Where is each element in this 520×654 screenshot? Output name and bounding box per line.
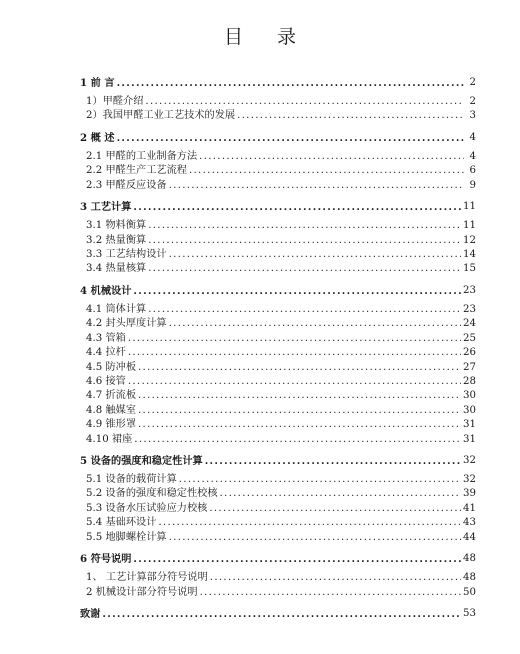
dot-leader (138, 389, 461, 403)
toc-entry-label: 4.9 锥形罩 (86, 419, 137, 431)
toc-section-entry[interactable] (80, 332, 476, 346)
toc-entry-page-number: 48 (463, 553, 476, 565)
toc-entry-page-number: 53 (463, 608, 476, 620)
toc-entry-label: 5 设备的强度和稳定性计算 (80, 455, 203, 468)
toc-entry-page-number: 30 (463, 390, 476, 402)
dot-leader (210, 571, 461, 585)
toc-entry-label: 2 机械设计部分符号说明 (86, 586, 198, 598)
toc-section-entry[interactable] (80, 95, 476, 109)
toc-entry-label: 4.7 折流板 (86, 390, 137, 402)
dot-leader (148, 234, 461, 248)
toc-entry-label: 4.8 触媒室 (86, 404, 137, 416)
toc-entry-label: 3.4 热量核算 (86, 263, 147, 275)
toc-section-entry[interactable] (80, 502, 476, 516)
toc-chapter-entry[interactable] (80, 131, 476, 145)
toc-entry-label: 4 机械设计 (80, 285, 132, 298)
toc-entry-label: 5.5 地脚螺栓计算 (86, 531, 167, 543)
toc-entry-page-number: 26 (463, 347, 476, 359)
dot-leader (169, 248, 461, 262)
toc-entry-page-number: 30 (463, 404, 476, 416)
dot-leader (199, 150, 464, 164)
dot-leader (189, 164, 464, 178)
toc-entry-label: 4.3 管箱 (86, 332, 126, 344)
toc-entry-label: 6 符号说明 (80, 553, 132, 566)
toc-entry-page-number: 3 (469, 110, 476, 122)
toc-section-entry[interactable] (80, 262, 476, 276)
dot-leader (169, 317, 461, 331)
toc-entry-page-number: 50 (463, 586, 476, 598)
toc-entry-label: 4.2 封头厚度计算 (86, 318, 167, 330)
toc-section-entry[interactable] (80, 346, 476, 360)
toc-entry-page-number: 15 (463, 263, 476, 275)
toc-entry-label: 4.1 筒体计算 (86, 304, 147, 315)
dot-leader (158, 516, 461, 530)
toc-section-entry[interactable] (80, 571, 476, 585)
dot-leader (237, 109, 464, 123)
toc-section-entry[interactable] (80, 418, 476, 432)
toc-entry-page-number: 32 (463, 455, 476, 467)
toc-entry-label: 5.3 设备水压试验应力校核 (86, 502, 208, 514)
toc-entry-label: 1、 工艺计算部分符号说明 (86, 572, 208, 584)
toc-section-entry[interactable] (80, 531, 476, 545)
dot-leader (117, 131, 464, 145)
toc-section-entry[interactable] (80, 433, 476, 447)
toc-entry-page-number: 4 (469, 131, 476, 143)
toc-entry-page-number: 28 (463, 375, 476, 387)
toc-section-entry[interactable] (80, 164, 476, 178)
toc-entry-page-number: 11 (463, 201, 476, 213)
toc-chapter-entry[interactable] (80, 454, 476, 468)
toc-section-entry[interactable] (80, 389, 476, 403)
dot-leader (148, 219, 461, 233)
dot-leader (138, 361, 461, 375)
toc-section-entry[interactable] (80, 375, 476, 389)
toc-entry-label: 4.6 接管 (86, 375, 126, 387)
toc-entry-label: 2.2 甲醛生产工艺流程 (86, 165, 187, 177)
toc-entry-label: 3.3 工艺结构设计 (86, 249, 167, 261)
toc-entry-label: 3.1 物料衡算 (86, 220, 147, 232)
dot-leader (205, 454, 461, 468)
toc-entry-page-number: 12 (463, 234, 476, 246)
toc-entry-page-number: 32 (463, 474, 476, 486)
toc-entry-page-number: 23 (463, 304, 476, 315)
page-title: 目 录 (223, 26, 311, 48)
toc-section-entry[interactable] (80, 586, 476, 600)
dot-leader (102, 607, 461, 621)
toc-entry-page-number: 43 (463, 517, 476, 529)
toc-entry-page-number: 25 (463, 332, 476, 344)
toc-chapter-entry[interactable] (80, 552, 476, 566)
toc-entry-page-number: 48 (463, 572, 476, 584)
toc-entry-page-number: 23 (463, 285, 476, 297)
toc-entry-page-number: 4 (469, 150, 476, 162)
toc-entry-label: 1）甲醛介绍 (86, 95, 144, 107)
toc-entry-page-number: 31 (463, 419, 476, 431)
dot-leader (128, 346, 461, 360)
toc-entry-label: 2.1 甲醛的工业制备方法 (86, 150, 198, 162)
toc-section-entry[interactable] (80, 109, 476, 123)
table-of-contents (80, 76, 476, 626)
toc-section-entry[interactable] (80, 516, 476, 530)
toc-entry-page-number: 24 (463, 318, 476, 330)
dot-leader (128, 375, 461, 389)
dot-leader (148, 262, 461, 276)
toc-section-entry[interactable] (80, 150, 476, 164)
toc-entry-page-number: 2 (469, 95, 476, 107)
dot-leader (169, 531, 461, 545)
dot-leader (209, 502, 461, 516)
toc-entry-page-number: 2 (469, 76, 476, 88)
dot-leader (138, 404, 461, 418)
toc-entry-page-number: 11 (463, 220, 476, 232)
toc-entry-label: 2.3 甲醛反应设备 (86, 179, 167, 191)
dot-leader (133, 284, 461, 298)
toc-entry-page-number: 6 (469, 165, 476, 177)
toc-section-entry[interactable] (80, 303, 476, 317)
toc-entry-page-number: 9 (469, 179, 476, 191)
toc-section-entry[interactable] (80, 487, 476, 501)
toc-entry-label: 5.2 设备的强度和稳定性校核 (86, 488, 218, 500)
dot-leader (220, 487, 462, 501)
toc-entry-page-number: 39 (463, 488, 476, 500)
dot-leader (128, 332, 461, 346)
toc-entry-label: 4.10 裙座 (86, 433, 133, 445)
toc-entry-label: 5.4 基础环设计 (86, 517, 157, 529)
toc-entry-page-number: 44 (463, 531, 476, 543)
dot-leader (138, 418, 461, 432)
dot-leader (134, 433, 461, 447)
toc-section-entry[interactable] (80, 317, 476, 331)
toc-entry-page-number: 14 (463, 249, 476, 261)
dot-leader (169, 179, 464, 193)
toc-entry-page-number: 41 (463, 502, 476, 514)
toc-chapter-entry[interactable] (80, 76, 476, 90)
dot-leader (179, 473, 461, 487)
toc-entry-label: 2）我国甲醛工业工艺技术的发展 (86, 110, 236, 122)
dot-leader (133, 552, 461, 566)
toc-chapter-entry[interactable] (80, 200, 476, 214)
dot-leader (133, 200, 461, 214)
dot-leader (145, 95, 464, 109)
toc-section-entry[interactable] (80, 219, 476, 233)
toc-entry-label: 3 工艺计算 (80, 201, 132, 214)
toc-entry-label: 3.2 热量衡算 (86, 234, 147, 246)
toc-entry-page-number: 27 (463, 361, 476, 373)
toc-entry-label: 5.1 设备的载荷计算 (86, 474, 177, 486)
toc-section-entry[interactable] (80, 404, 476, 418)
toc-entry-label: 致谢 (80, 608, 101, 621)
toc-entry-label: 1 前 言 (80, 76, 115, 89)
toc-entry-label: 4.5 防冲板 (86, 361, 137, 373)
toc-section-entry[interactable] (80, 248, 476, 262)
dot-leader (117, 76, 464, 90)
toc-chapter-entry[interactable] (80, 284, 476, 298)
toc-section-entry[interactable] (80, 179, 476, 193)
toc-section-entry[interactable] (80, 234, 476, 248)
toc-entry-page-number: 31 (463, 433, 476, 445)
toc-chapter-entry[interactable] (80, 607, 476, 621)
toc-entry-label: 2 概 述 (80, 131, 115, 144)
toc-section-entry[interactable] (80, 473, 476, 487)
toc-section-entry[interactable] (80, 361, 476, 375)
toc-entry-label: 4.4 拉杆 (86, 347, 126, 359)
dot-leader (148, 303, 461, 317)
dot-leader (200, 586, 461, 600)
